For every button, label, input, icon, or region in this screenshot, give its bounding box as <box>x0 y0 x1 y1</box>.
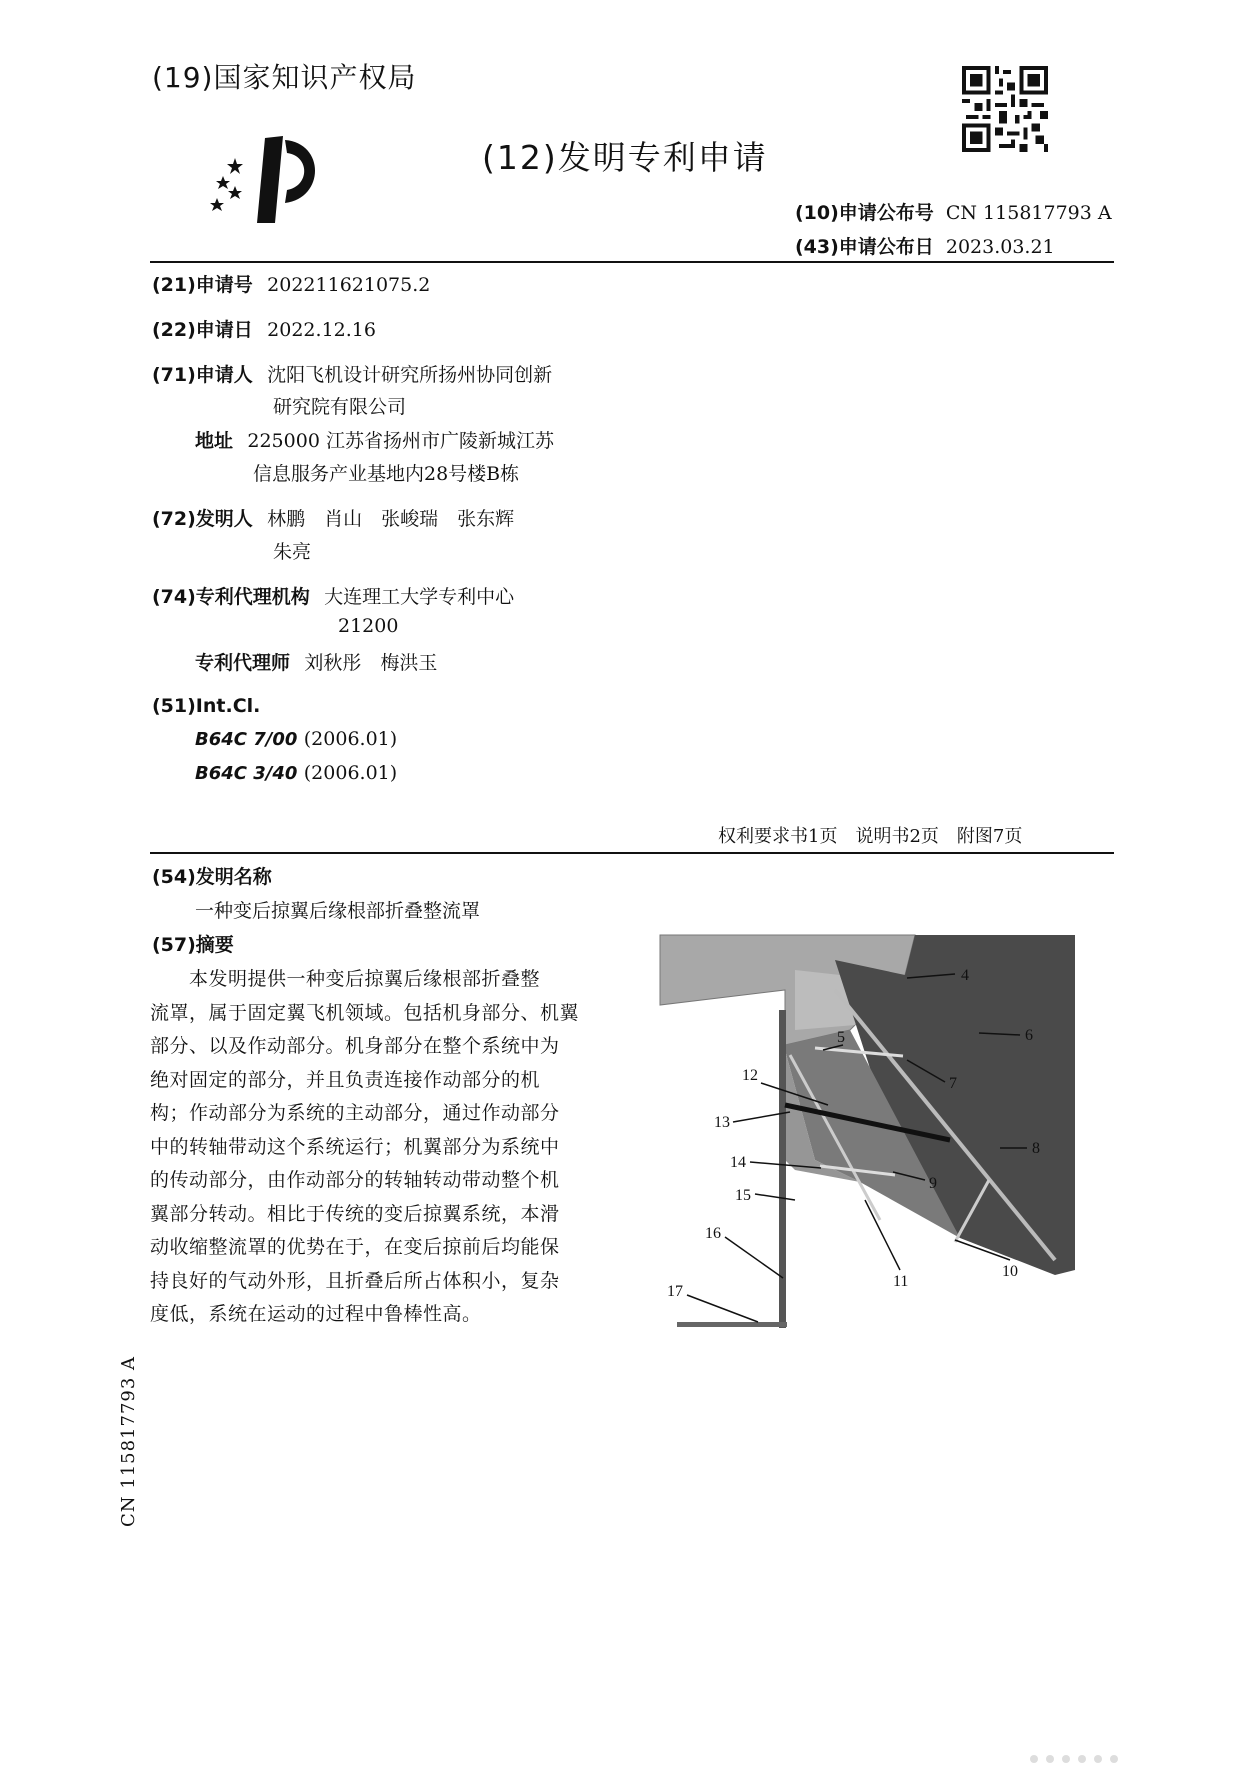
invention-title: 一种变后掠翼后缘根部折叠整流罩 <box>195 900 481 922</box>
intcl-code: B64C 3/40 <box>195 763 298 784</box>
abstract-line: 构；作动部分为系统的主动部分，通过作动部分 <box>150 1102 560 1124</box>
office-name: (19)国家知识产权局 <box>152 61 417 94</box>
address-label: 地址 <box>195 430 234 452</box>
figure-label: 7 <box>949 1075 957 1092</box>
abstract-line: 本发明提供一种变后掠翼后缘根部折叠整 <box>150 968 541 990</box>
abstract-label-text: (57)摘要 <box>152 934 234 956</box>
page-dot[interactable] <box>1078 1755 1086 1763</box>
abstract-line: 绝对固定的部分，并且负责连接作动部分的机 <box>150 1069 541 1091</box>
agency-line2: 21200 <box>338 615 399 637</box>
application-date-label: (22)申请日 <box>152 319 253 341</box>
document-type: (12)发明专利申请 <box>482 138 768 177</box>
address-row <box>195 426 554 453</box>
cnipa-logo <box>205 128 325 228</box>
agent-label: 专利代理师 <box>195 652 291 674</box>
application-date: 2022.12.16 <box>267 319 376 341</box>
address-line1: 225000 江苏省扬州市广陵新城江苏 <box>247 430 554 452</box>
qr-code <box>962 66 1048 152</box>
abstract-line: 动收缩整流罩的优势在于，在变后掠前后均能保 <box>150 1236 560 1258</box>
application-number: 202211621075.2 <box>267 274 431 296</box>
figure-label: 15 <box>735 1187 751 1204</box>
abstract-line: 流罩，属于固定翼飞机领域。包括机身部分、机翼 <box>150 1002 580 1024</box>
agent-row <box>195 648 437 675</box>
fuselage-edge <box>779 1010 786 1328</box>
intcl-label: (51)Int.Cl. <box>152 695 261 717</box>
publication-date-row <box>795 232 1055 259</box>
abstract-line: 翼部分转动。相比于传统的变后掠翼系统，本滑 <box>150 1203 560 1225</box>
intcl-entry <box>195 760 397 784</box>
page-counts: 权利要求书1页 说明书2页 附图7页 <box>718 826 1023 847</box>
publication-date-label: (43)申请公布日 <box>795 236 934 258</box>
abstract-figure <box>655 930 1095 1380</box>
intcl-row <box>152 693 260 717</box>
page-dot[interactable] <box>1110 1755 1118 1763</box>
figure-label: 10 <box>1002 1263 1018 1280</box>
intcl-version: (2006.01) <box>303 728 398 750</box>
side-publication-number: CN 115817793 A <box>118 1355 139 1527</box>
abstract-line: 部分、以及作动部分。机身部分在整个系统中为 <box>150 1035 560 1057</box>
agency-label: (74)专利代理机构 <box>152 586 310 608</box>
page-indicator[interactable] <box>1030 1755 1118 1763</box>
application-date-row <box>152 315 376 342</box>
publication-number-label: (10)申请公布号 <box>795 202 934 224</box>
agency-line1: 大连理工大学专利中心 <box>324 586 515 608</box>
figure-label: 5 <box>837 1029 845 1046</box>
publication-date: 2023.03.21 <box>945 236 1055 258</box>
application-number-row <box>152 270 430 297</box>
agents: 刘秋彤 梅洪玉 <box>304 652 438 674</box>
address-line2: 信息服务产业基地内28号楼B栋 <box>253 463 520 485</box>
page-dot[interactable] <box>1046 1755 1054 1763</box>
agency-row <box>152 582 514 609</box>
page-dot[interactable] <box>1094 1755 1102 1763</box>
figure-label: 11 <box>893 1273 909 1290</box>
figure-label: 17 <box>667 1283 683 1300</box>
inventors-line2: 朱亮 <box>273 541 312 563</box>
publication-number: CN 115817793 A <box>945 202 1112 224</box>
abstract-line: 持良好的气动外形，且折叠后所占体积小，复杂 <box>150 1270 560 1292</box>
inventors-row <box>152 504 514 531</box>
figure-label: 4 <box>961 967 969 984</box>
intcl-code: B64C 7/00 <box>195 729 298 750</box>
figure-label: 8 <box>1032 1140 1040 1157</box>
figure-label: 13 <box>714 1114 730 1131</box>
publication-number-row <box>795 198 1112 225</box>
abstract-line: 中的转轴带动这个系统运行；机翼部分为系统中 <box>150 1136 560 1158</box>
page-dot[interactable] <box>1030 1755 1038 1763</box>
figure-label: 16 <box>705 1225 721 1242</box>
applicant-line1: 沈阳飞机设计研究所扬州协同创新 <box>267 364 553 386</box>
abstract-line: 的传动部分，由作动部分的转轴转动带动整个机 <box>150 1169 560 1191</box>
title-label <box>152 862 272 889</box>
application-number-label: (21)申请号 <box>152 274 253 296</box>
inventors-label: (72)发明人 <box>152 508 253 530</box>
applicant-label: (71)申请人 <box>152 364 253 386</box>
intcl-version: (2006.01) <box>303 762 398 784</box>
applicant-row <box>152 360 552 387</box>
abstract-label <box>152 930 234 957</box>
page-dot[interactable] <box>1062 1755 1070 1763</box>
section-rule <box>150 852 1114 854</box>
base-plate <box>677 1322 787 1327</box>
intcl-entry <box>195 726 397 750</box>
applicant-line2: 研究院有限公司 <box>273 396 407 418</box>
header-rule <box>150 261 1114 263</box>
title-label-text: (54)发明名称 <box>152 866 272 888</box>
inventors-line1: 林鹏 肖山 张峻瑞 张东辉 <box>267 508 515 530</box>
figure-label: 9 <box>929 1175 937 1192</box>
figure-label: 6 <box>1025 1027 1033 1044</box>
figure-label: 12 <box>742 1067 758 1084</box>
abstract-line: 度低，系统在运动的过程中鲁棒性高。 <box>150 1303 482 1325</box>
figure-label: 14 <box>730 1154 746 1171</box>
